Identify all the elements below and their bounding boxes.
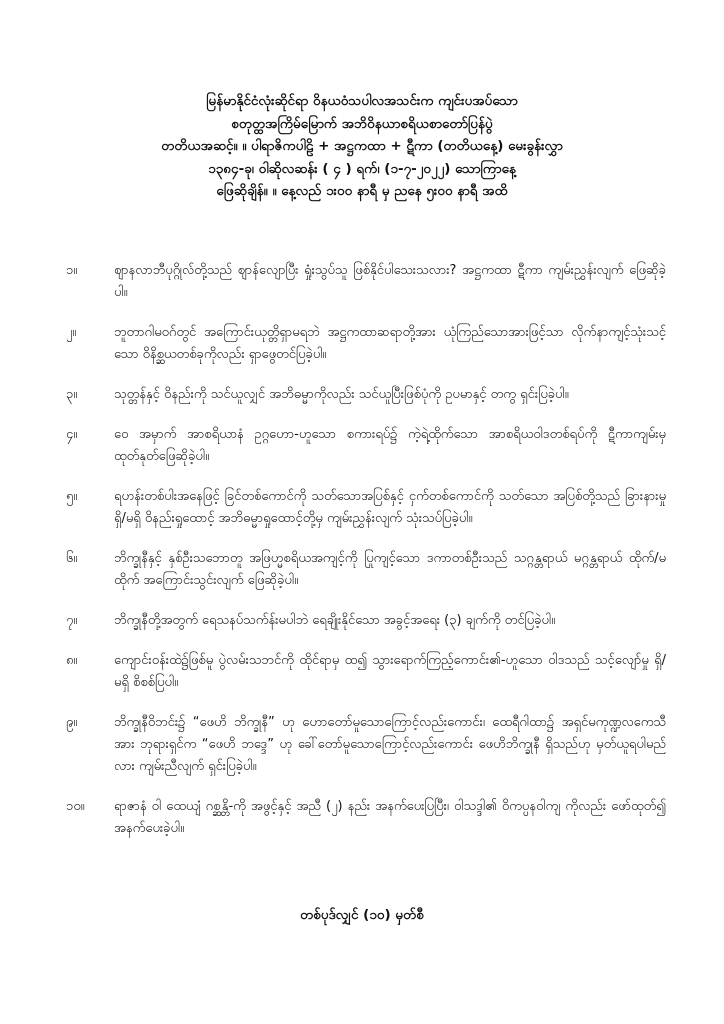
question-number: ၉။ [66,715,78,730]
question-text: ဘူတာဂါမဝဂ်တွင် အကြောင်းယုတ္တိရှာမရဘဲ အဋ္ဌကထာဆရာတို့အား ယုံကြည်သောအားဖြင့်သာ လိုက်နာကျင့်သုံးသင့်သော ဝိနိစ္ဆယတစ်ခုကိုလည်း ရှာဖွေတင်ပြခဲ့ပါ။ [114,325,666,362]
question-text: ဘိက္ခုနီနှင့် နှစ်ဦးသဘောတူ အဖြဟ္မစရိယအကျင့်ကို ပြုကျင့်သော ဒကာတစ်ဦးသည် သဂ္ဂန္တရာယ် မဂ္ဂန္တရာယ် ထိုက်/မထိုက် အကြောင်းသွင်းလျက် ဖြေဆိုခဲ့ပါ။ [114,551,666,588]
question-text: ရာဇာနံ ဝါ ထေယျံ ဂစ္ဆန္တိ-ကို အဖွင့်နှင့် အညီ (၂) နည်း အနက်ပေးပြပြီး၊ ဝါသဒ္ဒါ၏ ဝိကပ္ပနဝါကျ ကိုလည်း ဖော်ထုတ်၍ အနက်ပေးခဲ့ပါ။ [114,799,666,836]
question-number: ၄။ [66,427,78,442]
header-level-subject: တတိယအဆင့်။ ။ ပါရာဇိကပါဠိ + အဋ္ဌကထာ + ဋီကာ (တတိယနေ့) မေးခွန်းလွှာ [161,138,563,154]
question-text: ဘိက္ခုနီဝိဘင်း၌ “ဖေဟိ ဘိက္ခုနီ” ဟု ဟောတော်မူသောကြောင့်လည်းကောင်း၊ ထေရီဂါထာ၌ အရှင်မကုဏ္ဍလကေသီအား ဘုရားရှင်က “ဖေဟိ ဘဒ္ဒေ” ဟု ခေါ်တော်မူသောကြောင့်လည်းကောင်း ဖေဟိဘိက္ခုနီ ရှိသည်ဟု မှတ်ယူရပါမည်လား ကျမ်းညီလျက် ရှင်းပြခဲ့ပါ။ [114,715,666,774]
header-organization-line: မြန်မာနိုင်ငံလုံးဆိုင်ရာ ဝိနယဝံသပါလအသင်းက ကျင်းပအပ်သော [206,93,518,109]
header-date: ၁၃၈၄-ခု၊ ဝါဆိုလဆန်း ( ၄ ) ရက်၊ (၁-၇-၂၀၂၂) သောကြာနေ့ [208,160,516,177]
question-item [0,322,724,366]
question-item [0,424,724,468]
question-number: ၁၀။ [66,799,85,814]
question-item [0,486,724,530]
question-text: ရဟန်းတစ်ပါးအနေဖြင့် ခြင်တစ်ကောင်ကို သတ်သောအပြစ်နှင့် ငှက်တစ်ကောင်ကို သတ်သော အပြစ်တို့သည် ခြားနားမှု ရှိ/မရှိ ဝိနည်းရှုထောင့် အဘိဓမ္မာရှုထောင့်တို့မှ ကျမ်းညွှန်းလျက် သုံးသပ်ပြခဲ့ပါ။ [114,489,666,526]
marks-note: တစ်ပုဒ်လျှင် (၁၀) မှတ်စီ [300,907,424,923]
question-number: ၅။ [66,489,78,504]
question-number: ၃။ [66,387,78,402]
question-number: ၈။ [66,653,78,668]
question-number: ၇။ [66,613,78,628]
question-text: သုတ္တန်နှင့် ဝိနည်းကို သင်ယူလျှင် အဘိဓမ္မာကိုလည်း သင်ယူပြီးဖြစ်ပုံကို ဥပမာနှင့် တကွ ရှင်းပြခဲ့ပါ။ [114,387,569,402]
question-text: ဝေ အမှာက် အာစရိယာနံ ဥဂ္ဂဟော-ဟူသော စကားရပ်၌ ကဲ့ရဲ့ထိုက်သော အာစရိယဝါဒတစ်ရပ်ကို ဋီကာကျမ်းမှ ထုတ်နုတ်ဖြေဆိုခဲ့ပါ။ [114,427,666,464]
exam-header [0,90,724,203]
question-number: ၂။ [66,325,77,340]
question-item [0,610,724,632]
question-text: ကျောင်းဝန်းထဲ၌ဖြစ်မူ ပွဲလမ်းသဘင်ကို ထိုင်ရာမှ ထ၍ သွားရောက်ကြည့်ကောင်း၏-ဟူသော ဝါဒသည် သင့်လျော်မှု ရှိ/ မရှိ စိစစ်ပြပါ။ [114,653,666,690]
question-item [0,712,724,778]
question-item [0,384,724,406]
question-item [0,650,724,694]
question-item [0,548,724,592]
question-text: ဘိက္ခုနီတို့အတွက် ရေသနပ်သက်န်းမပါဘဲ ရေချိုးနိုင်သော အခွင့်အရေး (၃) ချက်ကို တင်ပြခဲ့ပါ။ [114,613,556,628]
question-number: ၆။ [66,551,78,566]
question-number: ၁။ [66,263,78,278]
question-text: ဈာနလာဘီပုဂ္ဂိုလ်တို့သည် ဈာန်လျောပြီး ရှုံးသွပ်သူ ဖြစ်နိုင်ပါသေးသလား? အဋ္ဌကထာ ဋီကာ ကျမ်းညွှန်းလျက် ဖြေဆိုခဲ့ပါ။ [114,263,666,300]
header-time: ဖြေဆိုချိန်။ ။ နေ့လည် ၁း၀၀ နာရီ မှ ညနေ ၅း၀၀ နာရီ အထိ [216,183,508,199]
question-list [0,260,724,858]
header-exam-title: စတုတ္ထအကြိမ်မြောက် အဘိဝိနယာစရိယစာတော်ပြန်ပွဲ [231,115,493,132]
question-item [0,260,724,304]
question-item [0,796,724,840]
